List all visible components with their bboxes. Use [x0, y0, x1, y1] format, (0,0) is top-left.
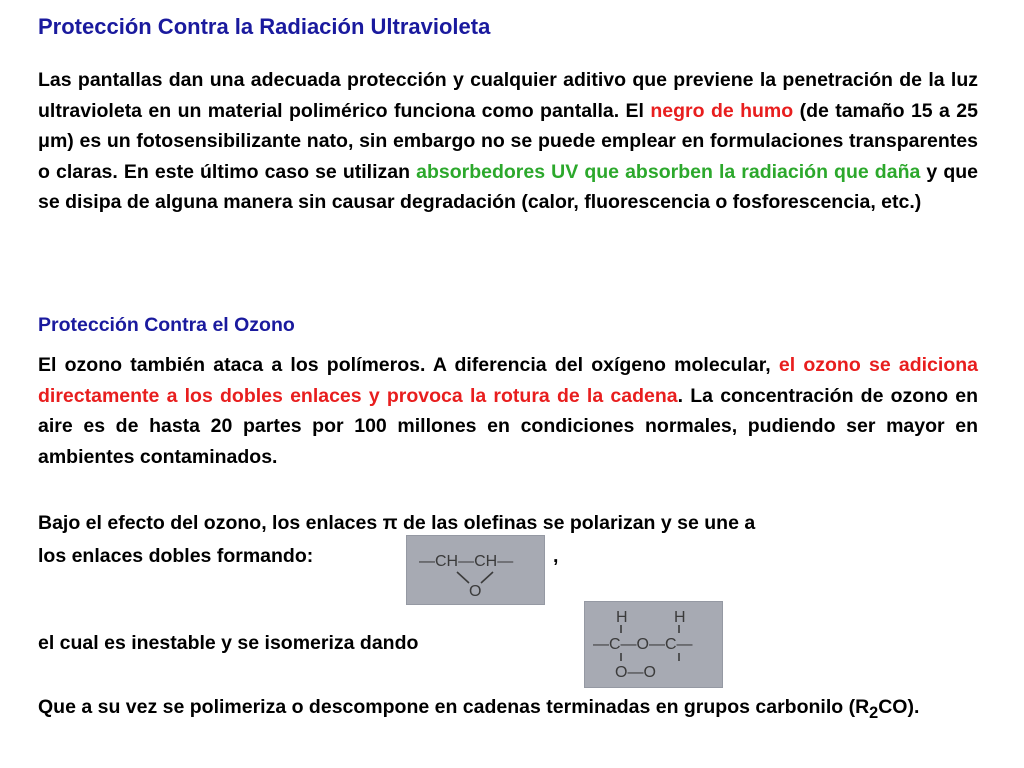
formula2-h-left: H — [616, 609, 628, 626]
final-text-2: CO). — [878, 696, 920, 718]
ozone-heading: Protección Contra el Ozono — [38, 314, 295, 336]
final-text-1: Que a su vez se polimeriza o descompone en cadenas terminadas en grupos carbonilo (R — [38, 696, 870, 718]
ozone-text-2: . La concentración de ozono en aire es de hasta 20 partes por 100 millones en condiciones normales, pudiendo ser mayor en ambientes contaminados. — [38, 384, 979, 468]
uv-text-4: y que se disipa de alguna manera sin causar degradación (calor, fluorescencia o fosforescencia, etc.) — [38, 160, 979, 213]
subscript-2: 2 — [869, 703, 879, 722]
pi-paragraph-line1 — [38, 508, 978, 539]
trioxolane-formula-image — [584, 601, 723, 688]
uv-paragraph — [38, 65, 978, 218]
ozonide-formula-image — [406, 535, 545, 605]
ozone-red-highlight: el ozono se adiciona directamente a los dobles enlaces y provoca la rotura de la cadena — [38, 354, 978, 407]
uv-text-2: (de tamaño 15 a 25 — [793, 99, 978, 122]
uv-green-highlight: absorbedores UV que absorben la radiación que daña — [416, 160, 921, 183]
pi-paragraph-line2: los enlaces dobles formando: — [38, 545, 314, 567]
uv-text-3: m) es un fotosensibilizante nato, sin embargo no se puede emplear en formulaciones transparentes o claras. En este último caso se utilizan — [38, 130, 978, 183]
pi-text-1: Bajo el efecto del ozono, los enlaces — [38, 512, 383, 534]
formula2-bottom: O—O — [615, 664, 656, 681]
formula1-oxygen: O — [469, 583, 482, 600]
formula2-h-right: H — [674, 609, 686, 626]
ozone-paragraph — [38, 350, 978, 472]
formula2-chain: —C—O—C— — [593, 636, 693, 653]
pi-text-2: de las olefinas se polarizan y se une a — [397, 512, 756, 534]
isomerize-text: el cual es inestable y se isomeriza dando — [38, 632, 419, 654]
pi-symbol: π — [382, 512, 398, 534]
formula1-chain: —CH—CH— — [419, 553, 514, 570]
comma-separator: , — [553, 545, 559, 567]
page-title: Protección Contra la Radiación Ultravioleta — [38, 14, 491, 39]
uv-text-1: Las pantallas dan una adecuada protección y cualquier aditivo que previene la penetración de la luz ultravioleta en un material polimérico funciona como pantalla. El — [38, 69, 978, 122]
mu-symbol: μ — [38, 130, 50, 152]
ozone-text-1: El ozono también ataca a los polímeros. A diferencia del oxígeno molecular, — [38, 354, 779, 376]
final-paragraph — [38, 692, 978, 728]
uv-red-highlight: negro de humo — [650, 99, 794, 122]
